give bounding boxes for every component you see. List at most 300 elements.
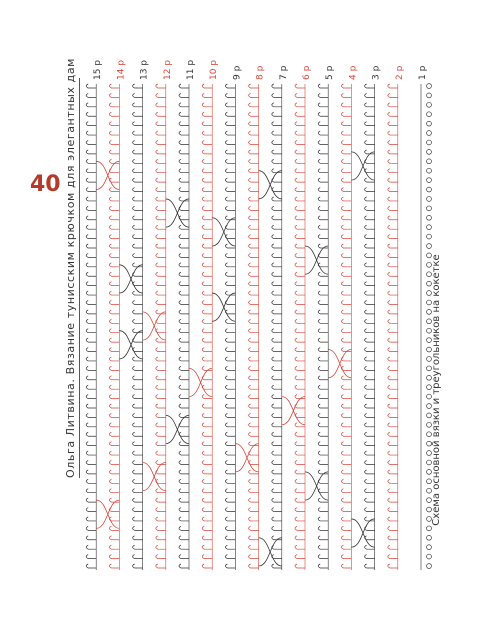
stitch-symbol <box>388 235 398 239</box>
stitch-symbol <box>365 206 375 210</box>
chain-stitch <box>427 102 432 107</box>
stitch-symbol <box>388 508 398 512</box>
stitch-symbol <box>156 291 166 295</box>
stitch-symbol <box>388 131 398 135</box>
stitch-symbol <box>318 366 328 370</box>
stitch-symbol <box>295 319 305 323</box>
stitch-symbol <box>86 385 96 389</box>
stitch-symbol <box>341 93 351 97</box>
stitch-symbol <box>133 319 143 323</box>
row-label: 7 р <box>278 65 289 80</box>
chain-stitch <box>427 404 432 409</box>
stitch-symbol <box>341 545 351 549</box>
stitch-symbol <box>249 489 259 493</box>
stitch-symbol <box>179 244 189 248</box>
stitch-symbol <box>365 272 375 276</box>
stitch-symbol <box>133 225 143 229</box>
stitch-symbol <box>86 206 96 210</box>
stitch-symbol <box>341 140 351 144</box>
stitch-symbol <box>295 235 305 239</box>
stitch-symbol <box>272 253 282 257</box>
stitch-symbol <box>202 112 212 116</box>
stitch-symbol <box>225 526 235 530</box>
cable-curve <box>166 199 189 227</box>
stitch-symbol <box>318 357 328 361</box>
stitch-symbol <box>249 508 259 512</box>
stitch-symbol <box>109 357 119 361</box>
stitch-symbol <box>388 564 398 568</box>
stitch-symbol <box>318 442 328 446</box>
stitch-symbol <box>156 140 166 144</box>
stitch-symbol <box>318 112 328 116</box>
stitch-symbol <box>295 489 305 493</box>
stitch-symbol <box>318 310 328 314</box>
stitch-symbol <box>109 376 119 380</box>
stitch-symbol <box>388 526 398 530</box>
stitch-symbol <box>388 244 398 248</box>
stitch-symbol <box>225 159 235 163</box>
stitch-symbol <box>341 244 351 248</box>
chain-stitch <box>427 244 432 249</box>
stitch-symbol <box>225 150 235 154</box>
stitch-symbol <box>156 150 166 154</box>
stitch-symbol <box>249 112 259 116</box>
stitch-symbol <box>133 122 143 126</box>
stitch-symbol <box>365 508 375 512</box>
stitch-symbol <box>365 555 375 559</box>
stitch-symbol <box>86 216 96 220</box>
stitch-symbol <box>388 479 398 483</box>
stitch-symbol <box>109 432 119 436</box>
chain-stitch <box>427 291 432 296</box>
stitch-symbol <box>272 122 282 126</box>
stitch-symbol <box>388 498 398 502</box>
stitch-symbol <box>318 103 328 107</box>
stitch-symbol <box>272 84 282 88</box>
stitch-symbol <box>318 93 328 97</box>
stitch-symbol <box>225 169 235 173</box>
stitch-symbol <box>109 122 119 126</box>
stitch-symbol <box>295 470 305 474</box>
stitch-symbol <box>295 479 305 483</box>
stitch-symbol <box>388 122 398 126</box>
stitch-symbol <box>179 150 189 154</box>
stitch-symbol <box>295 545 305 549</box>
stitch-symbol <box>318 282 328 286</box>
stitch-symbol <box>341 253 351 257</box>
stitch-symbol <box>86 451 96 455</box>
stitch-symbol <box>156 423 166 427</box>
stitch-symbol <box>388 555 398 559</box>
stitch-symbol <box>86 282 96 286</box>
row-label: 9 р <box>232 65 243 80</box>
stitch-symbol <box>318 564 328 568</box>
stitch-symbol <box>249 366 259 370</box>
stitch-symbol <box>365 404 375 408</box>
stitch-symbol <box>272 489 282 493</box>
stitch-symbol <box>295 526 305 530</box>
stitch-symbol <box>318 404 328 408</box>
stitch-symbol <box>272 282 282 286</box>
stitch-symbol <box>156 498 166 502</box>
stitch-symbol <box>202 555 212 559</box>
stitch-symbol <box>341 291 351 295</box>
stitch-symbol <box>365 112 375 116</box>
stitch-symbol <box>179 376 189 380</box>
stitch-symbol <box>272 263 282 267</box>
stitch-symbol <box>341 432 351 436</box>
stitch-symbol <box>202 413 212 417</box>
stitch-symbol <box>341 385 351 389</box>
stitch-symbol <box>341 319 351 323</box>
stitch-symbol <box>365 263 375 267</box>
stitch-symbol <box>295 338 305 342</box>
stitch-symbol <box>156 385 166 389</box>
stitch-symbol <box>156 442 166 446</box>
stitch-symbol <box>202 169 212 173</box>
page-number: 40 <box>30 172 61 197</box>
stitch-symbol <box>86 460 96 464</box>
stitch-symbol <box>156 348 166 352</box>
stitch-symbol <box>156 263 166 267</box>
stitch-symbol <box>272 140 282 144</box>
stitch-symbol <box>388 395 398 399</box>
stitch-symbol <box>179 169 189 173</box>
stitch-symbol <box>156 451 166 455</box>
stitch-symbol <box>133 479 143 483</box>
stitch-symbol <box>249 188 259 192</box>
stitch-symbol <box>86 291 96 295</box>
stitch-symbol <box>225 112 235 116</box>
stitch-symbol <box>295 159 305 163</box>
stitch-symbol <box>249 244 259 248</box>
stitch-symbol <box>225 508 235 512</box>
stitch-symbol <box>388 329 398 333</box>
stitch-symbol <box>365 310 375 314</box>
cable-curve <box>282 397 305 425</box>
stitch-symbol <box>341 489 351 493</box>
stitch-symbol <box>341 272 351 276</box>
stitch-symbol <box>179 291 189 295</box>
stitch-symbol <box>295 93 305 97</box>
stitch-symbol <box>341 310 351 314</box>
stitch-symbol <box>295 451 305 455</box>
cable-curve <box>328 350 351 378</box>
chain-stitch <box>427 441 432 446</box>
stitch-symbol <box>109 489 119 493</box>
stitch-symbol <box>179 564 189 568</box>
stitch-symbol <box>341 131 351 135</box>
stitch-symbol <box>388 460 398 464</box>
stitch-symbol <box>202 244 212 248</box>
stitch-symbol <box>156 555 166 559</box>
stitch-symbol <box>109 413 119 417</box>
chain-stitch <box>427 451 432 456</box>
stitch-symbol <box>318 235 328 239</box>
stitch-symbol <box>318 423 328 427</box>
chain-stitch <box>427 526 432 531</box>
stitch-symbol <box>249 282 259 286</box>
stitch-symbol <box>86 84 96 88</box>
chain-stitch <box>427 488 432 493</box>
stitch-symbol <box>272 131 282 135</box>
stitch-symbol <box>318 508 328 512</box>
stitch-symbol <box>133 385 143 389</box>
stitch-symbol <box>109 103 119 107</box>
stitch-symbol <box>295 263 305 267</box>
stitch-symbol <box>365 225 375 229</box>
stitch-symbol <box>202 263 212 267</box>
stitch-symbol <box>86 517 96 521</box>
stitch-symbol <box>202 545 212 549</box>
stitch-symbol <box>179 272 189 276</box>
stitch-symbol <box>318 225 328 229</box>
stitch-symbol <box>202 526 212 530</box>
row-label: 13 р <box>139 59 150 80</box>
stitch-symbol <box>249 555 259 559</box>
stitch-symbol <box>295 197 305 201</box>
stitch-symbol <box>109 385 119 389</box>
stitch-symbol <box>156 282 166 286</box>
stitch-symbol <box>341 197 351 201</box>
stitch-symbol <box>272 357 282 361</box>
stitch-symbol <box>365 564 375 568</box>
chain-stitch <box>427 168 432 173</box>
stitch-symbol <box>341 282 351 286</box>
stitch-symbol <box>249 319 259 323</box>
stitch-symbol <box>133 206 143 210</box>
stitch-symbol <box>133 103 143 107</box>
chain-stitch <box>427 564 432 569</box>
stitch-symbol <box>388 272 398 276</box>
stitch-symbol <box>272 498 282 502</box>
stitch-symbol <box>388 178 398 182</box>
stitch-symbol <box>202 404 212 408</box>
chain-stitch <box>427 469 432 474</box>
stitch-symbol <box>272 244 282 248</box>
stitch-symbol <box>365 329 375 333</box>
chain-stitch <box>427 93 432 98</box>
stitch-symbol <box>249 131 259 135</box>
stitch-symbol <box>156 564 166 568</box>
stitch-symbol <box>109 93 119 97</box>
stitch-symbol <box>272 432 282 436</box>
stitch-symbol <box>249 310 259 314</box>
stitch-symbol <box>249 423 259 427</box>
stitch-symbol <box>86 188 96 192</box>
stitch-symbol <box>179 131 189 135</box>
stitch-symbol <box>109 112 119 116</box>
stitch-symbol <box>225 517 235 521</box>
stitch-symbol <box>109 423 119 427</box>
stitch-symbol <box>388 225 398 229</box>
stitch-symbol <box>272 423 282 427</box>
cable-curve <box>166 415 189 443</box>
chain-stitch <box>427 178 432 183</box>
stitch-symbol <box>202 197 212 201</box>
stitch-symbol <box>179 555 189 559</box>
stitch-symbol <box>249 178 259 182</box>
stitch-symbol <box>365 423 375 427</box>
stitch-symbol <box>272 225 282 229</box>
chain-stitch <box>427 300 432 305</box>
stitch-symbol <box>86 272 96 276</box>
stitch-symbol <box>202 140 212 144</box>
stitch-symbol <box>86 93 96 97</box>
stitch-symbol <box>365 357 375 361</box>
stitch-symbol <box>225 432 235 436</box>
stitch-symbol <box>249 432 259 436</box>
stitch-symbol <box>272 159 282 163</box>
stitch-symbol <box>86 366 96 370</box>
stitch-symbol <box>249 216 259 220</box>
stitch-symbol <box>156 376 166 380</box>
stitch-symbol <box>295 357 305 361</box>
cable-curve <box>119 265 142 293</box>
stitch-symbol <box>295 508 305 512</box>
stitch-symbol <box>365 470 375 474</box>
stitch-symbol <box>109 272 119 276</box>
stitch-symbol <box>156 206 166 210</box>
stitch-symbol <box>249 376 259 380</box>
cable-curve <box>235 444 258 472</box>
stitch-symbol <box>272 150 282 154</box>
chart-caption: Схема основной вязки и треугольников на кокетке <box>431 254 442 526</box>
stitch-symbol <box>295 178 305 182</box>
stitch-symbol <box>86 545 96 549</box>
stitch-symbol <box>318 122 328 126</box>
stitch-symbol <box>202 432 212 436</box>
stitch-symbol <box>156 216 166 220</box>
stitch-symbol <box>318 451 328 455</box>
stitch-symbol <box>156 508 166 512</box>
stitch-symbol <box>156 178 166 182</box>
stitch-symbol <box>318 291 328 295</box>
stitch-symbol <box>225 140 235 144</box>
stitch-symbol <box>179 489 189 493</box>
chain-stitch <box>427 432 432 437</box>
stitch-symbol <box>341 150 351 154</box>
stitch-symbol <box>179 253 189 257</box>
stitch-symbol <box>133 423 143 427</box>
stitch-symbol <box>249 517 259 521</box>
stitch-symbol <box>86 112 96 116</box>
stitch-symbol <box>179 385 189 389</box>
stitch-symbol <box>341 122 351 126</box>
stitch-symbol <box>365 253 375 257</box>
stitch-symbol <box>109 140 119 144</box>
stitch-symbol <box>272 413 282 417</box>
stitch-symbol <box>272 348 282 352</box>
stitch-symbol <box>109 197 119 201</box>
stitch-symbol <box>109 225 119 229</box>
cable-curve <box>305 246 328 274</box>
stitch-symbol <box>365 489 375 493</box>
stitch-symbol <box>388 366 398 370</box>
stitch-symbol <box>341 84 351 88</box>
stitch-symbol <box>295 140 305 144</box>
stitch-symbol <box>86 357 96 361</box>
stitch-symbol <box>202 489 212 493</box>
stitch-symbol <box>318 159 328 163</box>
stitch-symbol <box>179 319 189 323</box>
stitch-symbol <box>109 555 119 559</box>
stitch-symbol <box>225 413 235 417</box>
row-label: 11 р <box>186 59 196 80</box>
stitch-symbol <box>179 263 189 267</box>
stitch-symbol <box>295 244 305 248</box>
stitch-symbol <box>133 508 143 512</box>
stitch-symbol <box>365 84 375 88</box>
stitch-symbol <box>109 536 119 540</box>
chain-stitch <box>427 413 432 418</box>
chain-stitch <box>427 262 432 267</box>
stitch-symbol <box>133 197 143 201</box>
stitch-symbol <box>179 498 189 502</box>
stitch-symbol <box>249 159 259 163</box>
stitch-symbol <box>86 489 96 493</box>
stitch-symbol <box>109 366 119 370</box>
stitch-symbol <box>318 84 328 88</box>
stitch-symbol <box>202 122 212 126</box>
stitch-symbol <box>179 188 189 192</box>
stitch-symbol <box>341 479 351 483</box>
stitch-symbol <box>156 169 166 173</box>
chain-stitch <box>427 328 432 333</box>
stitch-symbol <box>133 366 143 370</box>
stitch-symbol <box>272 319 282 323</box>
stitch-symbol <box>179 84 189 88</box>
stitch-symbol <box>86 564 96 568</box>
stitch-symbol <box>295 385 305 389</box>
chain-stitch <box>427 206 432 211</box>
stitch-symbol <box>86 225 96 229</box>
stitch-symbol <box>249 536 259 540</box>
chain-stitch <box>427 460 432 465</box>
cable-curve <box>96 161 119 189</box>
stitch-symbol <box>272 479 282 483</box>
stitch-symbol <box>86 498 96 502</box>
stitch-symbol <box>272 300 282 304</box>
cable-curve <box>351 519 374 547</box>
stitch-symbol <box>365 338 375 342</box>
stitch-symbol <box>249 291 259 295</box>
chain-stitch <box>427 357 432 362</box>
stitch-symbol <box>133 112 143 116</box>
stitch-symbol <box>249 338 259 342</box>
stitch-symbol <box>249 385 259 389</box>
stitch-symbol <box>318 376 328 380</box>
stitch-symbol <box>109 470 119 474</box>
stitch-symbol <box>318 150 328 154</box>
stitch-symbol <box>156 225 166 229</box>
stitch-symbol <box>249 357 259 361</box>
stitch-symbol <box>202 564 212 568</box>
stitch-symbol <box>109 291 119 295</box>
stitch-symbol <box>365 216 375 220</box>
stitch-symbol <box>295 150 305 154</box>
stitch-symbol <box>341 103 351 107</box>
stitch-symbol <box>249 348 259 352</box>
stitch-symbol <box>202 131 212 135</box>
stitch-symbol <box>156 395 166 399</box>
stitch-symbol <box>225 206 235 210</box>
stitch-symbol <box>295 348 305 352</box>
stitch-symbol <box>133 555 143 559</box>
stitch-symbol <box>86 263 96 267</box>
stitch-symbol <box>86 319 96 323</box>
stitch-symbol <box>133 517 143 521</box>
